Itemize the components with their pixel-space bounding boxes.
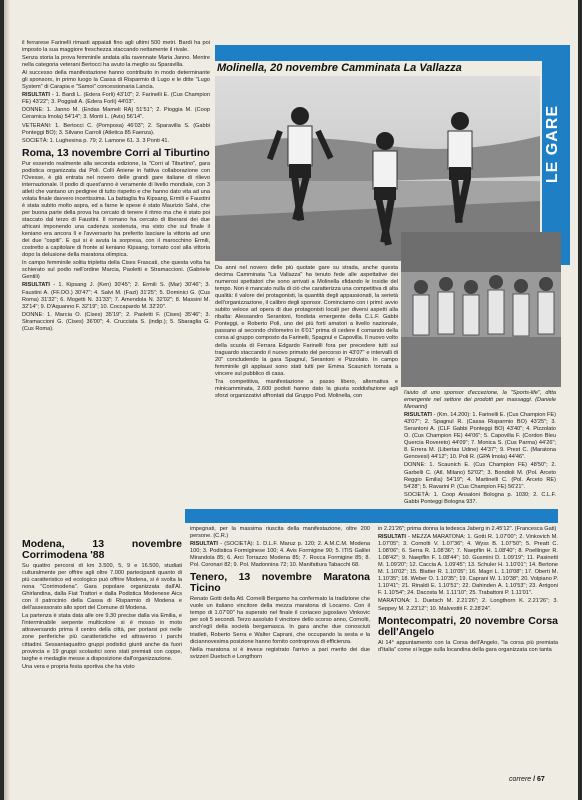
lugo-veterani: VETERANI: 1. Bertocci C. (Pomposa) 46'03"; 2. Sparavilla S. (Gabbi Ponteggi BO); 3. Silvano Carroli (Atletica 85 Faenza). — [22, 122, 210, 136]
molinella-p1: Da anni nel novero delle più quotate gare su strada, anche questa decima Camminata "La Vallazza" ha tenuto fede alle aspettative dei numerosi spettatori che sono arrivati a Molinella sfidando le insidie del tempo. Non è mancato nulla di ciò che caratterizza una competitiva di alta qualità: il valore dei protagonisti, la quantità degli appassionati, la serietà dell'organizzazione, il calibro degli sponsor. Cominciamo con i primi: avvio subito veloce ad opera di due protagonisti locali per diversi aspetti alla ribalta: Alessandro Serantoni, fondista emergente della C.L.F. Gabbi Ponteggi, e Roberto Poli, uno dei più forti amatori a livello nazionale, passano al secondo chilometro in 6'01" prima di cedere il comando della corsa al gruppo composto da Farinelli, Spagnul e Capovilla. Il nuovo volto della scuola di Ferrara Edgardo Farinelli fora per precedere tutti sul traguardo staccando il nuovo primato del percorso in 43'07" e intervalli di 20" concludendo la gara Spagnul, Serantoni e Pizzolato. In campo femminile gli applausi sono stati tutti per Emma Scaunich tornata a vincere sul pubblico di casa. — [215, 265, 398, 377]
lugo-societa: SOCIETÀ: 1. Lughesina p. 79; 2. Lamone 61. 3. 3 Ponti 41. — [22, 137, 170, 144]
roma-heading: Roma, 13 novembre Corri al Tiburtino — [22, 146, 210, 159]
molinella-donne: DONNE: 1. Scaunich E. (Cus Champion FE) 48'50"; 2. Garbelli C. (Atl. Milano) 52'02"; 3. Bondioli M. (Pol. Arceto Reggio Emilia) 54'19"; 4. Martinelli C. (Pol. Arceto RE) 54'28"; 5. Ravarini P. (Cus Champion FE) 56'21". — [404, 462, 556, 490]
group-photo — [401, 232, 561, 387]
molinella-results: RISULTATI - (Km. 14.200): 1. Farinelli E. (Cus Champion FE) 43'07"; 2. Spagnul R. (Cassa Risparmio BO) 43'25"; 3. Serantoni A. (CLF Gabbi Ponteggi BO) 43'40"; 4. Pizzolato O. (Cus Champion FE) 44'06"; 5. Capovilla F. (Cordon Bleu Quercia Rovereto) 44'09"; 7. Monica S. (Cus Parma) 44'26"; 8. Errera M. (Libertas Udine) 44'37"; 9. Prest C. (Maratona Genovesi) 44'12"; 10. Poli R. (GPA Imola) 44'46". — [404, 412, 557, 461]
modena-results: RISULTATI - (SOCIETÀ): 1. D.L.F. Maruz p. 120; 2. A.M.C.M. Modena 100; 3. Podistica Formiginese 100; 4. Avis Formigine 90; 5. ITIS Galilei Mirandola 85; 6. Arci Torrazzo Modena 85; 7. Rocca Formigine 85; 8. Pol. Coronari 82; 9. Pol. Madonnina 72; 10. Manifattura Tabacchi 68. — [190, 541, 370, 569]
molinella-p2: Tra competitiva, manifestazione a passo libero, alternativa e minicamminata, 2.600 podisti hanno dato la giusta soddisfazione agli sforzi organizzativi affrontati dal Gruppo Pod. Molinella, con — [215, 378, 398, 399]
ticino-continued: in 2.21'26"; prima donna la tedesca Jaberg in 2.45'12". (Francesca Gati) — [378, 526, 557, 532]
photo-header-band — [215, 45, 545, 61]
modena-p1: Su quattro percorsi di km 3.500, 5, 9 e 16.500, studiati culturalmente per offrire agli oltre 7.000 partecipanti quanto di più caratteristico ed ecologico può offrire Modena, si è svolta la nona "Corrimodena". Gara popolare organizzata dall'AI. Ghirlandina, dalla Fiat Trattori e dalla Podistica Modenese Aics con il patrocinio della Cassa di Risparmio di Modena e dell'assessorato allo sport del Comune di Modena. — [22, 563, 182, 612]
lugo-results: RISULTATI - 1. Bardi L. (Edera Forli) 43'10"; 2. Farinelli E. (Cus Champion FE) 43'22"; 3. Poggiali A. (Edera Forli) 44'03". — [22, 92, 210, 106]
lugo-donne: DONNE: 1. Janno M. (Endas Mameli RA) 51'51"; 2. Pioggia M. (Coop Ceramica Imola) 54'14"; 3. Monti L. (Avis) 56'14". — [22, 107, 210, 121]
molinella-societa: SOCIETÀ: 1. Coop Ansaloni Bologna p. 1030; 2. C.L.F. Gabbi Ponteggi Bologna 937. — [404, 491, 556, 505]
column-middle — [215, 265, 398, 401]
ticino-maratona: MARATONA: 1. Duetsch M. 2.21'26"; 2. Longthorn K. 2.21'26"; 3. Seppey M. 2.23'12"; 10. Malvestiti F. 2.28'24". — [378, 598, 558, 612]
page-footer — [509, 776, 545, 783]
photo-title: Molinella, 20 novembre Camminata La Vallazza — [217, 62, 462, 74]
lugo-intro: il ferrarese Farinelli rimasti appaiati fino agli ultimi 500 metri. Bardi ha poi imposto la sua maggiore freschezza staccando nettamente il rivale. — [22, 40, 210, 54]
section-divider-band — [185, 509, 558, 523]
column-left-top — [22, 40, 210, 334]
page-number: / 67 — [533, 776, 545, 783]
ticino-p2: Nella maratona si è invece registrato l'arrivo a pari merito dei due svizzeri Duetsch e Longthorn — [190, 646, 370, 660]
column-right-mid — [404, 390, 556, 507]
magazine-name: correre — [509, 776, 532, 783]
montecompatri-p1: Al 14° appuntamento con la Corsa dell'Angelo, "la corsa più premiata d'Italia" come si legge sulla locandina della gara organizzata con tanta — [378, 639, 558, 653]
ticino-heading: Tenero, 13 novembre Maratona Ticino — [190, 571, 370, 595]
page-spine-shadow — [4, 0, 10, 800]
roma-p1: Pur essendo realmente alla seconda edizione, la "Corri al Tiburtino", gara podistica organizzata dai Poli. Colli Aniene in fattiva collaborazione con l'Ovesse, è già entrata nel novero delle grandi gare italiane di rilievo internazionale. Il podio di quest'anno è veramente di livello mondiale, con 3 atleti che vantano un pedigree di tutto rispetto e che hanno dato vita ad una volata finale davvero incertissima. La battaglia fra Kipsang, Ermili e Faustini è stata subito molto aspra, ed a farne le spese è stato Maurizio Salvi, che per buona parte della prova ha cercato di tenere il ritmo ma che è stato poi staccato dal terzo di Faustini. Il romano ha cercato di liberarsi dei due africani imponendo una cadenza sostenuta, ma visto che sul finale il keniano era ancora lì e l'avversario ha preferito lasciare la vittoria ad uno dei due "ospiti". E qui si è avuta la sorpresa, con il marocchino Ermili, costretto a capitolare di fronte al keniano Kipsang, tornato così alla vittoria dopo la delusione della maratona olimpica. — [22, 160, 210, 259]
modena-p3: Una vera e propria festa sportiva che ha visto — [22, 663, 135, 670]
molinella-caption: l'aiuto di uno sponsor d'eccezione, la "Sports-life", ditta emergente nel settore dei prodotti per massaggi. (Daniele Menarini) — [404, 390, 556, 411]
modena-heading: Modena, 13 novembre Corrimodena '88 — [22, 538, 182, 561]
lugo-p2: Senza storia la prova femminile andata alla ravennate Maria Janno. Mentre nella categoria veterani Bertocci ha avuto la meglio su Sparavilla. — [22, 55, 210, 69]
section-tab-label: LE GARE — [544, 105, 561, 184]
ticino-p1: Renato Gotti della Atl. Cornelli Bergamo ha confermato la tradizione che vuole un italiano vincitore della mezza maratona di Locarno. Con il tempo di 1.07'00" ha superato nel finale il coriaceo jugoslavo Vinkovic per soli 5 secondi. Terzo assoluto il vincitore dello scorso anno, Cornolti, anch'egli della società bergamasca. In gara anche due conosciuti triatleti, Roberto Serra e Walter Caprani, che occupando la sesta e la diciannovesima posizione hanno fornito controprova di efficienza. — [190, 596, 370, 645]
column-bottom-right — [378, 526, 558, 655]
column-left-bottom — [22, 536, 182, 672]
modena-p2: La partenza è stata data alle ore 9.30 precise dalla via Emilia, e l'interminabile serpente multicolore si è mosso in moto attraversando prima il centro della città, per portarsi poi nelle zone periferiche più caratteristiche ed attraverso i parchi cittadini. Sessantaquattro gruppi podistici giunti anche da fuori provincia e 19 gruppi scolastici sono stati premiati con coppe, targhe e medaglie messe a disposizione dall'organizzazione. — [22, 613, 182, 662]
magazine-page — [4, 0, 578, 800]
lugo-p3: Al successo della manifestazione hanno contribuito in modo determinante gli sponsors, in primo luogo la Cassa di Risparmio di Lugo e le ditte "Lugo System" di Carapia e "Samoi" concessionaria Lancia. — [22, 70, 210, 91]
column-bottom-middle — [190, 526, 370, 662]
ticino-results: RISULTATI - MEZZA MARATONA: 1. Gotti R. 1.07'00"; 2. Vinkovich M. 1.07'05"; 3. Cornolti V. 1.07'36"; 4. Wyss B. 1.07'50"; 5. Preatt C. 1.08'06"; 6. Serra R. 1.08'36"; 7. Naepflin H. 1.08'40"; 8. Poellinger R. 1.08'42"; 9. Naepflin F. 1.08'44"; 10. Gusmini D. 1.09'19"; 11. Pasinetti M. 1.09'20"; 12. Caccia A. 1.09'45"; 13. Schuler H. 1.10'01"; 14. Bertone M. 1.10'02"; 15. Blatter R. 1.10'05"; 16. Magri L. 1.10'08"; 17. Oberti M. 1.10'35"; 18. Weber O. 1.10'35"; 19. Caprani W. 1.10'38"; 20. Volpiano P. 1.10'41"; 21. Rinaldi E. 1.10'51"; 22. Dahinden A. 1.10'53"; 23. Arrigoni F. 1.10'54"; 24. Dacosta M. 1.11'10"; 25. Trabattoni P. 1.11'01". — [378, 534, 558, 597]
roma-donne: DONNE: 1. Marcia O. (Cises) 35'19"; 2. Paoletti F. (Cises) 35'46"; 3. Stramaccioni G. (Cises) 36'00"; 4. Crucciata S. (indip.); 5. Sbaraglia G. (Cus Roma). — [22, 311, 210, 332]
roma-results: RISULTATI - 1. Kipsang J. (Ken) 30'45"; 2. Ermili S. (Mar) 30'46"; 3. Faustini A. (FF.OO.) 30'47"; 4. Salvi M. (Fazi) 31'25"; 5. Dominici G. (Cus Roma) 31'32"; 6. Mogetti N. 31'33"; 7. Amendola N. 32'02"; 8. Massini M. 32'14"; 9. D'Aquanno F. 32'19"; 10. Coccapardo M. 32'20". — [22, 282, 210, 310]
group-photo-image — [401, 232, 561, 387]
montecompatri-heading: Montecompatri, 20 novembre Corsa dell'Angelo — [378, 614, 558, 638]
roma-p2: In campo femminile solita tripletta della Cises Frascati, che questa volta ha schierato sul podio nell'ordine Marcia, Paoletti e Stramaccioni. (Gabriele Gentili) — [22, 260, 210, 281]
modena-closing: impegnati, per la massima riuscita della manifestazione, oltre 200 persone. (C.R.) — [190, 526, 370, 540]
